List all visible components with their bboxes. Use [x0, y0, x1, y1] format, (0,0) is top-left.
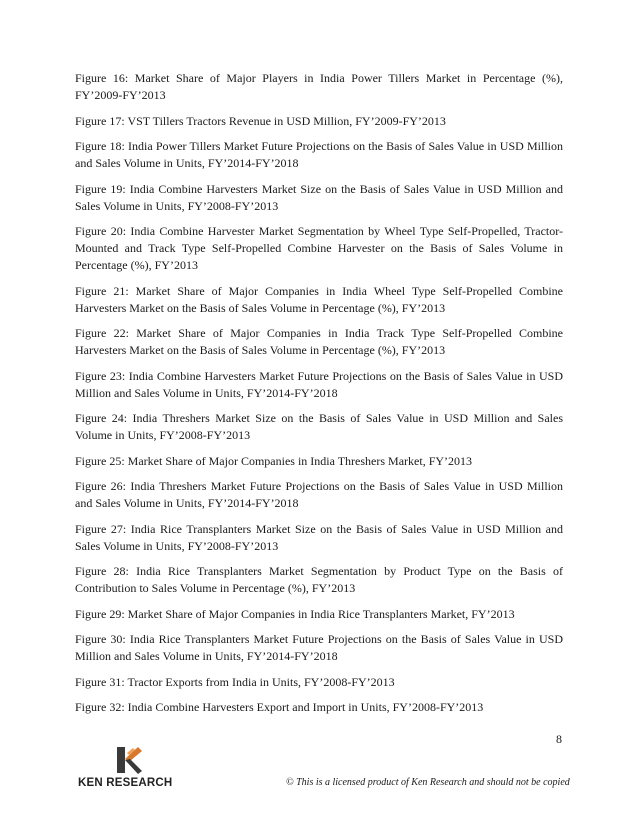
list-of-figures: [75, 70, 563, 725]
figure-entry: Figure 26: India Threshers Market Future Projections on the Basis of Sales Value in USD Million and Sales Volume in Units, FY’2014-FY’2018: [75, 479, 563, 510]
ken-research-logo: [78, 745, 188, 795]
copyright-notice: © This is a licensed product of Ken Research and should not be copied: [286, 777, 570, 788]
figure-entry: Figure 27: India Rice Transplanters Market Size on the Basis of Sales Value in USD Million and Sales Volume in Units, FY’2008-FY’2013: [75, 521, 563, 553]
page-number: 8: [556, 732, 562, 746]
figure-entry: Figure 28: India Rice Transplanters Market Segmentation by Product Type on the Basis of Contribution to Sales Volume in Percentage (%), FY’2013: [75, 564, 563, 595]
figure-entry: Figure 18: India Power Tillers Market Future Projections on the Basis of Sales Value in USD Million and Sales Volume in Units, FY’2014-FY’2018: [75, 139, 563, 170]
figure-entry: Figure 23: India Combine Harvesters Market Future Projections on the Basis of Sales Value in USD Million and Sales Volume in Units, FY’2014-FY’2018: [75, 368, 563, 400]
figure-entry: Figure 17: VST Tillers Tractors Revenue in USD Million, FY’2009-FY’2013: [75, 113, 446, 128]
figure-entry: Figure 31: Tractor Exports from India in Units, FY’2008-FY’2013: [75, 674, 395, 689]
figure-entry: Figure 29: Market Share of Major Companies in India Rice Transplanters Market, FY’2013: [75, 606, 515, 621]
figure-entry: Figure 30: India Rice Transplanters Market Future Projections on the Basis of Sales Value in USD Million and Sales Volume in Units, FY’2014-FY’2018: [75, 632, 563, 663]
figure-entry: Figure 19: India Combine Harvesters Market Size on the Basis of Sales Value in USD Million and Sales Volume in Units, FY’2008-FY’2013: [75, 181, 563, 213]
figure-entry: Figure 25: Market Share of Major Companies in India Threshers Market, FY’2013: [75, 453, 473, 468]
logo-wordmark: KEN RESEARCH: [78, 777, 173, 789]
figure-entry: Figure 24: India Threshers Market Size on the Basis of Sales Value in USD Million and Sales Volume in Units, FY’2008-FY’2013: [75, 411, 563, 442]
figure-entry: Figure 21: Market Share of Major Companies in India Wheel Type Self-Propelled Combine Harvesters Market on the Basis of Sales Volume in Percentage (%), FY’2013: [75, 283, 563, 315]
figure-entry: Figure 16: Market Share of Major Players in India Power Tillers Market in Percentage (%), FY’2009-FY’2013: [75, 71, 563, 102]
ken-research-logo-icon: [114, 745, 144, 775]
figure-entry: Figure 32: India Combine Harvesters Export and Import in Units, FY’2008-FY’2013: [75, 700, 484, 714]
figure-entry: Figure 22: Market Share of Major Companies in India Track Type Self-Propelled Combine Harvesters Market on the Basis of Sales Volume in Percentage (%), FY’2013: [75, 326, 563, 357]
figure-entry: Figure 20: India Combine Harvester Market Segmentation by Wheel Type Self-Propelled, Tractor-Mounted and Track Type Self-Propelled Combine Harvester on the Basis of Sales Volume in Percentage (%), FY’2013: [75, 224, 563, 272]
